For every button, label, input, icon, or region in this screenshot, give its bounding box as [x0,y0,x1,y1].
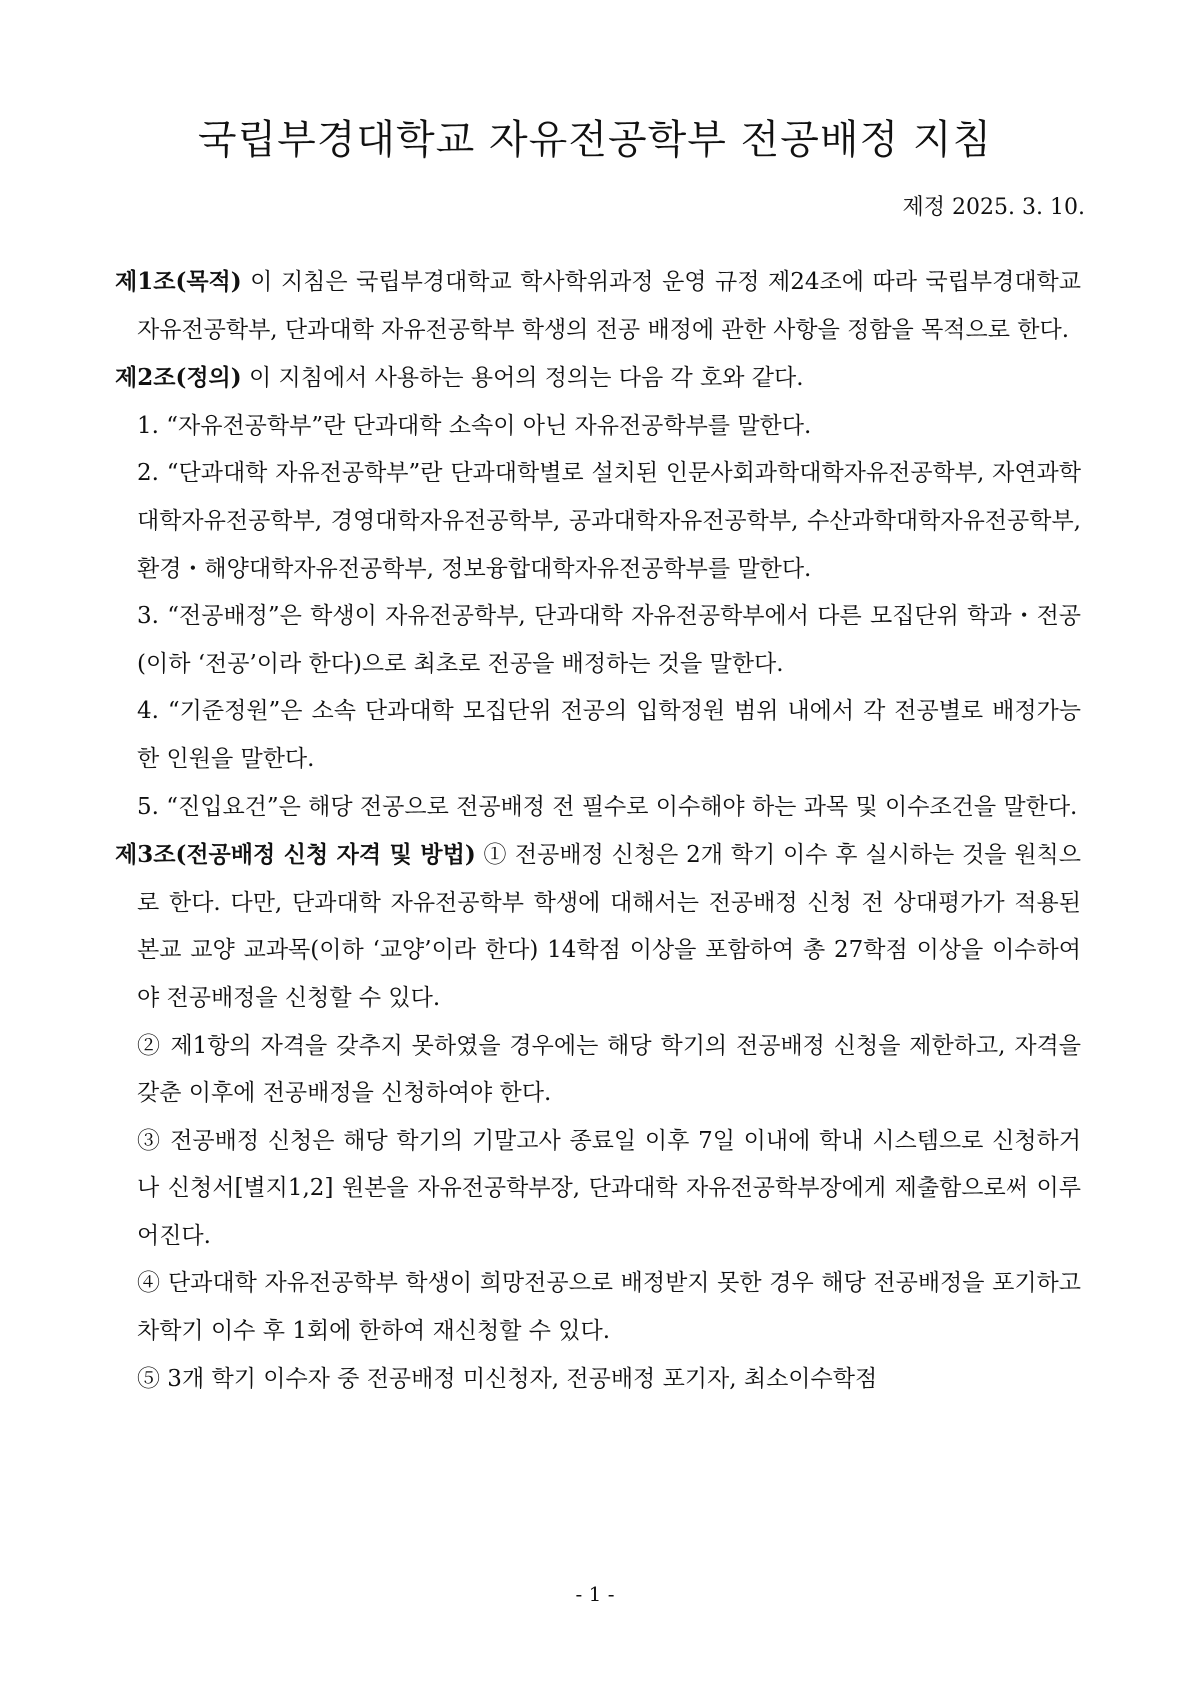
article-text: ① 전공배정 신청은 2개 학기 이수 후 실시하는 것을 원칙으로 한다. 다만, 단과대학 자유전공학부 학생에 대해서는 전공배정 신청 전 상대평가가 적용된 본교 교양 교과목(이하 ‘교양’이라 한다) 14학점 이상을 포함하여 총 27학점 이상을 이수하여야 전공배정을 신청할 수 있다. [137,842,1081,1011]
definition-item: 3. “전공배정”은 학생이 자유전공학부, 단과대학 자유전공학부에서 다른 모집단위 학과・전공(이하 ‘전공’이라 한다)으로 최초로 전공을 배정하는 것을 말한다. [137,603,1081,677]
article-text: 이 지침에서 사용하는 용어의 정의는 다음 각 호와 같다. [241,365,804,392]
document-body [115,258,1081,1403]
article-1 [115,258,1081,354]
article-paragraph: ③ 전공배정 신청은 해당 학기의 기말고사 종료일 이후 7일 이내에 학내 시스템으로 신청하거나 신청서[별지1,2] 원본을 자유전공학부장, 단과대학 자유전공학부장에게 제출함으로써 이루어진다. [137,1127,1081,1249]
definition-item: 4. “기준정원”은 소속 단과대학 모집단위 전공의 입학정원 범위 내에서 각 전공별로 배정가능한 인원을 말한다. [137,698,1081,772]
article-heading: 제2조(정의) [115,364,242,392]
article-3 [115,831,1081,1022]
enactment-date: 제정 2025. 3. 10. [902,195,1085,220]
definition-item: 1. “자유전공학부”란 단과대학 소속이 아닌 자유전공학부를 말한다. [137,412,812,439]
article-paragraph: ④ 단과대학 자유전공학부 학생이 희망전공으로 배정받지 못한 경우 해당 전공배정을 포기하고 차학기 이수 후 1회에 한하여 재신청할 수 있다. [137,1270,1081,1345]
document-title: 국립부경대학교 자유전공학부 전공배정 지침 [197,117,993,163]
article-heading: 제1조(목적) [115,268,242,295]
page-number: - 1 - [575,1582,615,1606]
article-2 [115,354,1081,403]
article-paragraph: ② 제1항의 자격을 갖추지 못하였을 경우에는 해당 학기의 전공배정 신청을 제한하고, 자격을 갖춘 이후에 전공배정을 신청하여야 한다. [137,1032,1081,1107]
article-paragraph: ⑤ 3개 학기 이수자 중 전공배정 미신청자, 전공배정 포기자, 최소이수학점 [137,1365,878,1392]
definition-item: 5. “진입요건”은 해당 전공으로 전공배정 전 필수로 이수해야 하는 과목 및 이수조건을 말한다. [137,793,1078,820]
definition-item: 2. “단과대학 자유전공학부”란 단과대학별로 설치된 인문사회과학대학자유전공학부, 자연과학대학자유전공학부, 경영대학자유전공학부, 공과대학자유전공학부, 수산과학대학자유전공학부, 환경・해양대학자유전공학부, 정보융합대학자유전공학부를 말한다. [137,460,1081,582]
article-heading: 제3조(전공배정 신청 자격 및 방법) [115,841,476,869]
article-text: 이 지침은 국립부경대학교 학사학위과정 운영 규정 제24조에 따라 국립부경대학교 자유전공학부, 단과대학 자유전공학부 학생의 전공 배정에 관한 사항을 정함을 목적으로 한다. [137,269,1081,343]
